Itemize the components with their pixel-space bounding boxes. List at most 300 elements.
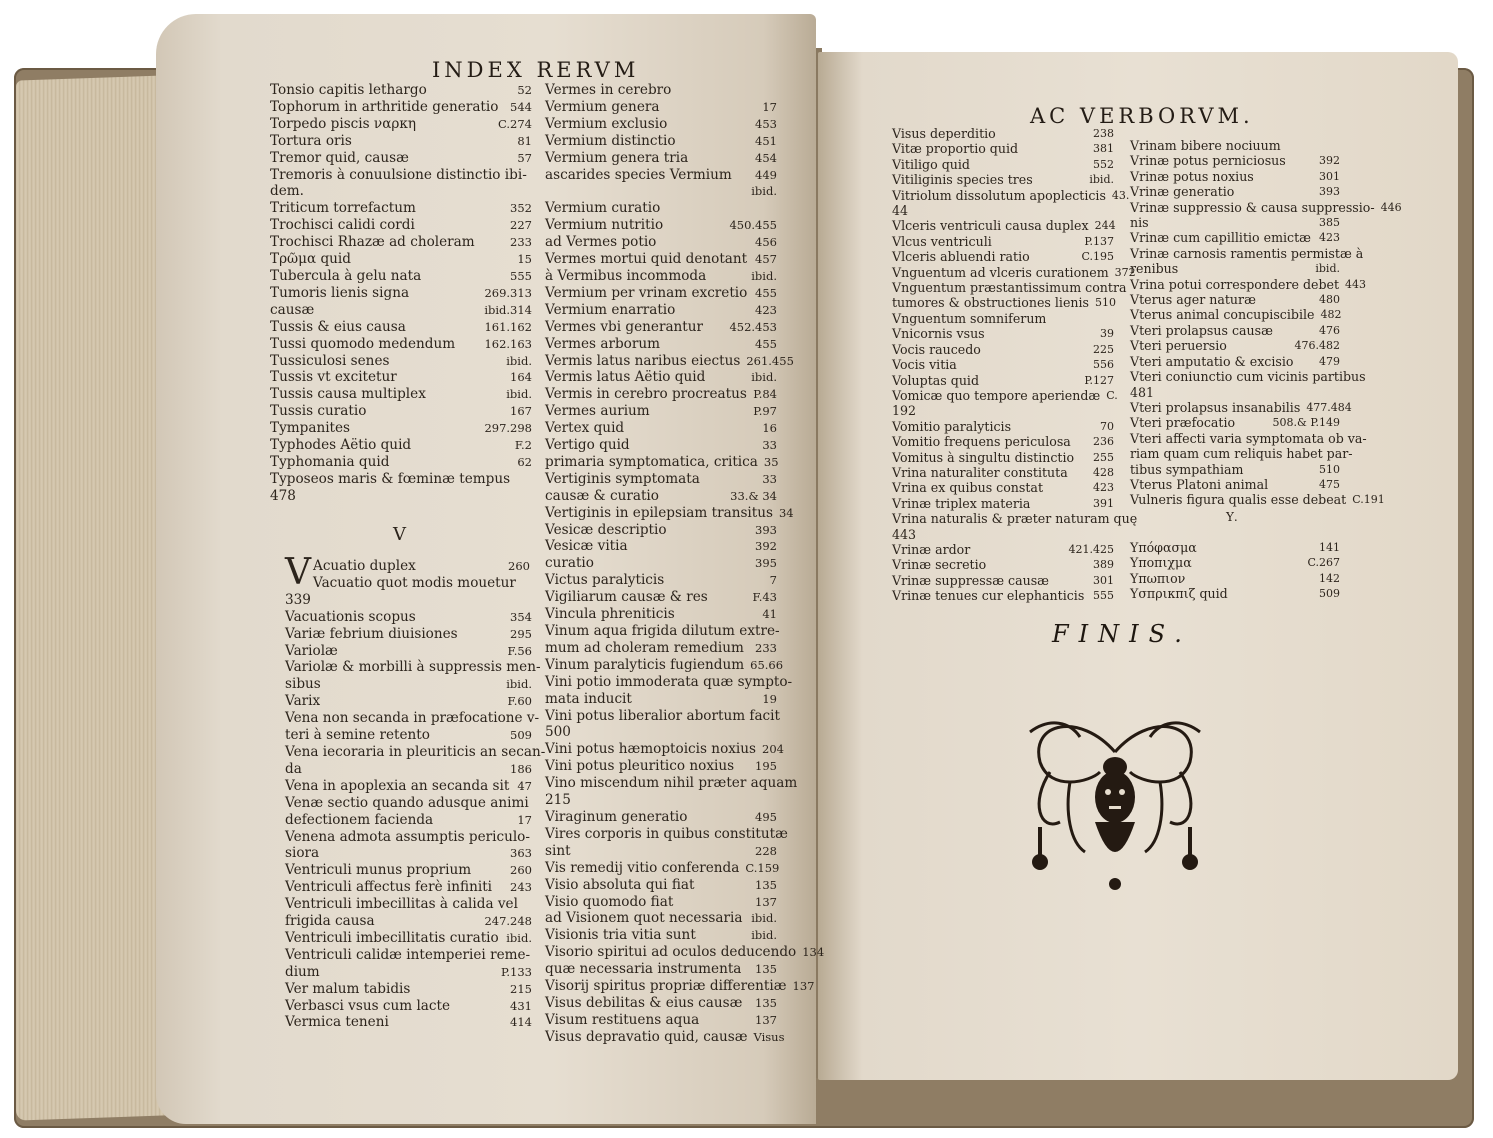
index-entry-page <box>1334 138 1340 153</box>
index-entry <box>285 643 532 660</box>
index-entry-term: Variolæ <box>285 642 338 659</box>
index-entry-page <box>527 167 533 184</box>
right-column-2-upsilon-section <box>1130 540 1340 602</box>
index-entry-term: Vrinam bibere nociuum <box>1130 138 1281 153</box>
index-entry-term: Vterus ager naturæ <box>1130 292 1256 308</box>
index-entry-term: Variolæ & morbilli à suppressis men- <box>285 659 541 676</box>
index-entry-page <box>1108 311 1114 326</box>
index-entry-term: Typoseos maris & fœminæ tempus <box>270 470 511 487</box>
index-entry-term: Vulneris figura qualis esse debeat <box>1130 492 1347 508</box>
index-entry-term: Trochisci calidi cordi <box>270 217 415 234</box>
index-entry-page <box>526 183 532 200</box>
index-entry-term: Vomitio paralyticis <box>892 418 1012 434</box>
index-entry-term: Visio quomodo fiat <box>545 893 674 910</box>
section-letter-upsilon: Υ. <box>1226 510 1238 524</box>
index-entry <box>545 268 777 285</box>
index-entry-term: Vertex quid <box>545 420 625 437</box>
index-entry <box>545 877 777 894</box>
index-entry <box>285 930 532 947</box>
index-entry-term: Visorij spiritus propriæ differentiæ <box>545 978 787 995</box>
index-entry <box>545 488 777 505</box>
index-entry-page: ibid. <box>1315 262 1340 276</box>
index-entry-term: mum ad choleram remedium <box>545 639 744 656</box>
index-entry-page: 414 <box>510 1015 532 1030</box>
index-entry-page: 142 <box>1319 571 1340 585</box>
index-entry-page: 215 <box>510 981 532 996</box>
index-entry <box>1130 446 1353 462</box>
index-entry-term: Vires corporis in quibus constitutæ <box>545 825 788 842</box>
index-entry <box>1130 571 1340 586</box>
index-entry-term: Vrinæ cum capillitio emictæ <box>1130 230 1311 246</box>
index-entry-term: Triticum torrefactum <box>270 200 416 217</box>
index-entry <box>270 99 532 116</box>
index-entry <box>892 542 1114 557</box>
index-entry-term: Tussi quomodo medendum <box>270 335 456 352</box>
index-entry <box>892 403 1114 418</box>
index-entry-page: 19 <box>762 691 777 706</box>
index-entry-term: ad Visionem quot necessaria <box>545 910 743 927</box>
index-entry-term: dem. <box>270 183 304 200</box>
index-entry <box>285 609 532 626</box>
index-entry <box>545 336 777 353</box>
index-entry <box>545 640 777 657</box>
index-entry-page <box>1352 446 1358 461</box>
index-entry-page: 261.455 <box>746 353 794 368</box>
index-entry-term: Tussis curatio <box>270 403 367 420</box>
index-entry <box>270 336 532 353</box>
index-entry-page <box>1108 527 1114 542</box>
index-entry <box>270 82 532 99</box>
section-letter-v: V <box>393 524 406 545</box>
index-entry <box>545 352 794 370</box>
index-entry <box>270 285 532 302</box>
index-entry-term: Vertiginis in epilepsiam transitus <box>545 504 773 521</box>
index-entry <box>545 167 777 184</box>
index-entry-page <box>530 947 536 964</box>
index-entry-term: Tussis causa multiplex <box>270 386 426 403</box>
index-entry-page: 428 <box>1093 465 1114 479</box>
index-entry-term: Vrina naturalis & præter naturam quę <box>892 511 1138 527</box>
index-entry <box>285 676 532 693</box>
index-entry-page: 423 <box>755 302 777 317</box>
index-entry-page <box>797 775 803 792</box>
index-entry-term: Vermis in cerebro procreatus <box>545 386 747 403</box>
index-entry-term: Vermis latus Aëtio quid <box>545 369 706 386</box>
index-entry <box>285 879 532 896</box>
index-entry-term: Vomitio frequens periculosa <box>892 434 1071 450</box>
index-entry <box>313 575 532 592</box>
index-entry-page: 47 <box>517 778 532 793</box>
index-entry-page: 421.425 <box>1068 542 1114 556</box>
index-entry <box>892 172 1114 187</box>
index-entry <box>892 203 1114 218</box>
index-entry-page: 57 <box>517 150 532 165</box>
index-entry-term: Ver malum tabidis <box>285 980 411 997</box>
index-entry-page: ibid. <box>751 370 777 385</box>
index-entry-page: 508.& P.149 <box>1272 416 1340 430</box>
index-entry-term: Vermes vbi generantur <box>545 318 704 335</box>
index-entry-page: 476.482 <box>1294 339 1340 353</box>
left-column-2 <box>545 82 825 1046</box>
index-entry-page <box>1137 511 1143 526</box>
index-entry-term: Vnicornis vsus <box>892 326 985 342</box>
index-entry <box>545 319 777 336</box>
index-entry <box>892 311 1114 326</box>
index-entry-page: 431 <box>510 998 532 1013</box>
index-entry <box>545 285 777 302</box>
index-entry-page: 544 <box>510 99 532 114</box>
index-entry <box>285 778 532 795</box>
index-entry-page: 446 <box>1380 200 1402 214</box>
index-entry-page: 510 <box>1095 296 1117 310</box>
index-entry-term: Vis remedij vitio conferenda <box>545 859 740 876</box>
index-entry-page: ibid. <box>751 928 777 943</box>
index-entry <box>285 981 532 998</box>
index-entry-page: 225 <box>1093 342 1114 356</box>
index-entry-term: Vrinæ suppressæ causæ <box>892 572 1050 588</box>
index-entry-term: Vrinæ secretio <box>892 557 987 573</box>
index-entry <box>545 538 777 555</box>
index-entry <box>1130 462 1340 477</box>
index-entry <box>545 200 777 217</box>
index-entry-term: Venena admota assumptis periculo- <box>285 828 530 845</box>
index-entry-term: Visorio spiritui ad oculos deducendo <box>545 944 797 961</box>
index-entry-page <box>771 82 777 99</box>
index-entry-term: Vermium per vrinam excretio <box>545 284 748 301</box>
index-entry-term: Vrina ex quibus constat <box>892 480 1044 496</box>
index-entry-term: dium <box>285 963 320 980</box>
index-entry-term: 44 <box>892 203 909 219</box>
index-entry-page: 301 <box>1319 169 1340 183</box>
index-entry <box>892 450 1114 465</box>
index-entry-term: Vena non secanda in præfocatione v- <box>285 710 540 727</box>
index-entry <box>545 99 777 116</box>
index-entry-page: 243 <box>510 880 532 895</box>
index-entry <box>285 964 532 981</box>
index-entry <box>270 234 532 251</box>
index-entry-page: 260 <box>510 863 532 878</box>
index-entry-page: 389 <box>1093 558 1114 572</box>
index-entry-term: Tortura oris <box>270 132 352 149</box>
index-entry-term: Vlceris ventriculi causa duplex <box>892 218 1089 234</box>
index-entry-term: Vocis vitia <box>892 357 957 373</box>
index-entry-term: Vigiliarum causæ & res <box>545 589 708 606</box>
index-entry-page: 186 <box>510 761 532 776</box>
index-entry-page <box>1363 246 1369 261</box>
index-entry-page: 449 <box>755 167 777 182</box>
index-entry-term: Υποπιχμα <box>1130 555 1192 571</box>
index-entry-term: 443 <box>892 526 917 542</box>
index-entry-page: 509 <box>510 728 532 743</box>
right-page-header: AC VERBORVM. <box>1030 104 1254 128</box>
index-entry <box>1130 199 1402 215</box>
index-entry-page: 269.313 <box>484 285 532 300</box>
index-entry-term: Tremor quid, causæ <box>270 149 409 166</box>
index-entry-term: primaria symptomatica, critica <box>545 453 758 470</box>
index-entry-page: 372 <box>1114 265 1136 279</box>
index-entry-page <box>529 795 535 812</box>
page-edges <box>16 75 166 1120</box>
index-entry-term: 478 <box>270 487 296 504</box>
index-entry <box>1130 338 1340 353</box>
index-entry <box>1130 184 1340 199</box>
index-entry <box>270 437 532 454</box>
index-entry-page: 260 <box>508 559 530 573</box>
index-entry <box>545 961 777 978</box>
index-entry-page <box>771 792 777 809</box>
index-entry-term: Vena in apoplexia an secanda sit <box>285 777 510 794</box>
index-entry-page: 247.248 <box>484 914 532 929</box>
index-entry-page: 33.& 34 <box>730 488 777 503</box>
index-entry-page: 392 <box>755 539 777 554</box>
index-entry <box>1130 430 1367 446</box>
index-entry-term: nis <box>1130 215 1149 231</box>
index-entry-page: 17 <box>762 99 777 114</box>
index-entry-term: Torpedo piscis ναρκη <box>270 115 417 132</box>
index-entry <box>545 809 777 826</box>
index-entry-term: quæ necessaria instrumenta <box>545 961 742 978</box>
index-entry <box>1130 555 1340 570</box>
index-entry-term: Vermium distinctio <box>545 132 676 149</box>
index-entry <box>892 249 1114 264</box>
index-entry-page <box>526 896 532 913</box>
index-entry-page: 423 <box>1093 481 1114 495</box>
index-entry <box>1130 369 1366 385</box>
index-entry-page: P.84 <box>753 387 777 402</box>
index-entry-page: ibid. <box>1089 173 1114 187</box>
index-entry-page <box>792 674 798 691</box>
index-entry <box>545 606 777 623</box>
index-entry-page: 451 <box>755 133 777 148</box>
index-entry-term: Tussis & eius causa <box>270 318 406 335</box>
left-page-header: INDEX RERVM <box>432 58 640 82</box>
index-entry <box>892 387 1118 403</box>
finis-text: FINIS. <box>1052 620 1192 648</box>
index-entry-term: Vteri prolapsus insanabilis <box>1130 399 1301 415</box>
index-entry-term: Vitæ proportio quid <box>892 141 1019 157</box>
index-entry-term: Vincula phreniticis <box>545 606 675 623</box>
index-entry <box>1130 492 1385 508</box>
index-entry <box>545 724 777 741</box>
index-entry-term: Acuatio duplex <box>313 558 416 574</box>
index-entry-term: Vnguentum præstantissimum contra <box>892 280 1127 296</box>
index-entry-page: 393 <box>1319 185 1340 199</box>
index-entry-page: 161.162 <box>484 319 532 334</box>
index-entry-term: Vrinæ potus perniciosus <box>1130 153 1286 169</box>
index-entry-term: Ventriculi calidæ intemperiei reme- <box>285 946 531 963</box>
index-entry-page: 477.484 <box>1306 400 1352 414</box>
index-entry <box>270 150 532 167</box>
index-entry-page: 452.453 <box>729 319 777 334</box>
index-entry-term: Variæ febrium diuisiones <box>285 625 458 642</box>
index-entry <box>545 843 777 860</box>
index-entry <box>285 845 532 862</box>
index-entry-page: 385 <box>1319 216 1340 230</box>
index-entry-page: C.274 <box>498 116 532 131</box>
index-entry-page <box>780 708 786 725</box>
index-entry-term: Tonsio capitis lethargo <box>270 82 427 98</box>
index-entry-page: 352 <box>510 201 532 216</box>
index-entry-page <box>526 471 532 488</box>
index-entry-term: Vteri affecti varia symptomata ob va- <box>1130 430 1367 446</box>
index-entry <box>892 264 1136 280</box>
index-entry-term: Vermium curatio <box>545 200 661 217</box>
index-entry-term: Υπόφασμα <box>1130 540 1197 555</box>
index-entry-page <box>1334 385 1340 400</box>
index-entry-term: Vitiliginis species tres <box>892 172 1033 188</box>
index-entry-term: renibus <box>1130 261 1179 277</box>
index-entry <box>545 1012 777 1029</box>
index-entry <box>285 896 532 913</box>
index-entry <box>545 995 777 1012</box>
index-entry-term: Ventriculi affectus ferè infiniti <box>285 879 493 896</box>
index-entry-term: Vermium exclusio <box>545 115 668 132</box>
index-entry-term: Vini potus pleuritico noxius <box>545 758 735 775</box>
index-entry-term: Vermium genera tria <box>545 149 689 166</box>
right-column-2 <box>1130 138 1402 508</box>
index-entry <box>545 927 777 944</box>
index-entry-page: 495 <box>755 809 777 824</box>
index-entry-term: teri à semine retento <box>285 727 430 744</box>
index-entry <box>892 496 1114 511</box>
index-entry-term: Vena iecoraria in pleuriticis an secan- <box>285 743 546 760</box>
index-entry <box>270 319 532 336</box>
index-entry-page: 395 <box>755 556 777 571</box>
index-entry <box>892 157 1114 172</box>
index-entry-term: Vrina potui correspondere debet <box>1130 276 1340 292</box>
index-entry-term: Varix <box>285 693 321 710</box>
index-entry-page: 509 <box>1319 587 1340 601</box>
index-entry-term: causæ <box>270 301 315 318</box>
index-entry <box>892 342 1114 357</box>
index-entry-page: 70 <box>1100 419 1114 433</box>
index-entry-page: 62 <box>517 454 532 469</box>
index-entry-term: da <box>285 760 302 777</box>
index-entry <box>892 434 1114 449</box>
index-entry <box>270 353 532 370</box>
index-entry-page: 135 <box>755 962 777 977</box>
index-entry-page: ibid. <box>506 387 532 402</box>
index-entry-page: ibid. <box>506 353 532 368</box>
index-entry-page: 17 <box>517 812 532 827</box>
index-entry <box>892 557 1114 572</box>
index-entry-term: Voluptas quid <box>892 372 980 388</box>
index-entry-term: Vini potus liberalior abortum facit <box>545 707 780 724</box>
index-entry <box>545 656 784 674</box>
index-entry-page: 443 <box>1345 277 1367 291</box>
index-entry <box>1130 230 1340 245</box>
index-entry-term: sint <box>545 842 571 859</box>
index-entry <box>1130 477 1340 492</box>
index-entry-term: Vteri præfocatio <box>1130 415 1236 431</box>
index-entry <box>270 369 532 386</box>
index-entry-term: Tophorum in arthritide generatio <box>270 98 499 115</box>
index-entry-term: Vertigo quid <box>545 437 630 454</box>
index-entry-page: 162.163 <box>484 336 532 351</box>
index-entry <box>545 691 777 708</box>
index-entry <box>270 183 532 200</box>
index-entry-page: C. <box>1106 388 1118 402</box>
index-entry-page: 135 <box>755 995 777 1010</box>
index-entry-page: C.195 <box>1081 250 1114 264</box>
index-entry-page: 457 <box>755 252 777 267</box>
index-entry <box>545 522 777 539</box>
index-entry-page: 244 <box>1094 219 1116 233</box>
index-entry-term: curatio <box>545 555 594 572</box>
index-entry-term: Vertiginis symptomata <box>545 470 700 487</box>
index-entry <box>1130 153 1340 168</box>
index-entry-term: Vinum aqua frigida dilutum extre- <box>545 623 780 639</box>
index-entry <box>1130 415 1340 430</box>
index-entry-page: 510 <box>1319 462 1340 476</box>
index-entry-term: Vacuationis scopus <box>285 608 416 625</box>
index-entry <box>545 1028 785 1046</box>
index-entry-term: Vini potio immoderata quæ sympto- <box>545 673 793 690</box>
index-entry <box>545 978 815 995</box>
index-entry <box>285 659 541 676</box>
index-entry-term: Vlcus ventriculi <box>892 233 992 249</box>
index-entry-page: 480 <box>1319 293 1340 307</box>
index-entry <box>1130 215 1340 230</box>
index-entry-page: 164 <box>510 370 532 385</box>
index-entry <box>270 454 532 471</box>
index-entry-term: Vermica teneni <box>285 1014 389 1031</box>
index-entry-page: 39 <box>1100 327 1114 341</box>
index-entry <box>545 403 777 420</box>
index-entry-page: 297.298 <box>484 421 532 436</box>
index-entry-term: Vomicæ quo tempore aperiendæ <box>892 387 1101 403</box>
index-entry-term: Tussis vt excitetur <box>270 369 397 386</box>
index-entry-page: C.191 <box>1352 493 1385 507</box>
index-entry-page: 34 <box>778 505 794 520</box>
index-entry-term: riam quam cum reliquis habet par- <box>1130 446 1353 462</box>
index-entry-term: 215 <box>545 792 571 809</box>
index-entry-term: Typhodes Aëtio quid <box>270 437 412 454</box>
index-entry <box>1130 292 1340 307</box>
index-entry-page: F.56 <box>507 643 532 658</box>
index-entry-term: Υσπρικπιζ quid <box>1130 586 1228 602</box>
index-entry-page: 555 <box>510 268 532 283</box>
index-entry <box>892 218 1114 233</box>
index-entry <box>545 758 777 775</box>
index-entry-page: 479 <box>1319 354 1340 368</box>
index-entry <box>285 947 532 964</box>
index-entry <box>270 133 532 150</box>
index-entry-page: P.133 <box>500 964 532 979</box>
index-entry <box>1130 399 1352 415</box>
index-entry-page: 423 <box>1319 231 1340 245</box>
index-entry <box>892 419 1114 434</box>
index-entry <box>270 116 532 133</box>
index-entry-page: 455 <box>755 285 777 300</box>
index-entry <box>285 795 532 812</box>
index-entry <box>1130 276 1367 292</box>
index-entry <box>285 812 532 829</box>
index-entry-term: Vermium nutritio <box>545 217 664 234</box>
index-entry-term: Vitriolum dissolutum apoplecticis <box>892 187 1106 203</box>
index-entry <box>892 373 1114 388</box>
index-entry-term: Vrinæ tenues cur elephanticis <box>892 588 1085 604</box>
index-entry-term: Ventriculi imbecillitatis curatio <box>285 929 499 946</box>
index-entry-page: 354 <box>510 609 532 624</box>
index-entry <box>545 454 777 471</box>
index-entry <box>892 480 1114 495</box>
index-entry <box>545 183 777 200</box>
index-entry-page: 134 <box>802 945 825 960</box>
index-entry-term: Τρῶμα quid <box>270 251 351 268</box>
index-entry <box>892 141 1114 156</box>
index-entry-term: Typhomania quid <box>270 453 390 470</box>
